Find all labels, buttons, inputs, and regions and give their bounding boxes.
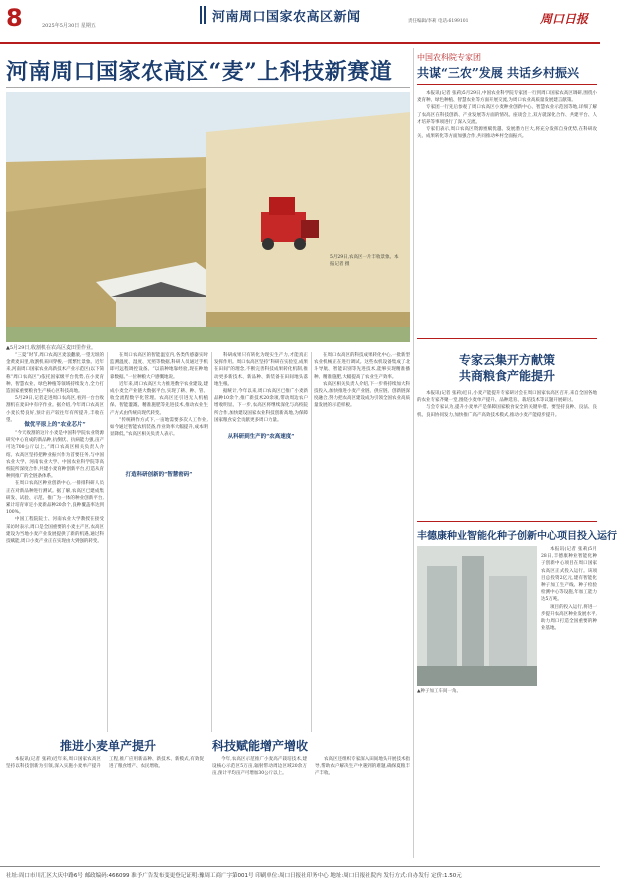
right-divider [417, 338, 597, 339]
paragraph: 近年来,周口农高区大力推进数字农业建设,建成小麦全产业链大数据平台,实现了耕、种、管、收全流程数字化管理。农高区还引进无人机植保、智能灌溉、精准施肥等先进技术,推动农业生产方式由传统向现代转变。 [110, 381, 208, 416]
seed-center-photo [417, 546, 537, 686]
paragraph: 今年,农高区示范推广小麦高产栽培技术,建设核心示范区5万亩,辐射带动周边区域20余万亩,预计平均亩产可增加30公斤以上。 [212, 757, 307, 777]
main-photo [6, 92, 410, 342]
right-article-3 [541, 546, 597, 856]
column-divider [311, 352, 312, 732]
subhead-speed: 从科研到生产的“农高速度” [227, 434, 295, 440]
lead-paragraph: 5月29日,记者走进周口农高区,看到一台台收割机在麦田中有序作业。据介绍,今年周口农高区小麦长势良好,预计亩产较往年有所提升,丰收在望。 [6, 396, 104, 423]
bottom-headline-left: 推进小麦单产提升 [60, 739, 157, 753]
right-divider [417, 521, 597, 522]
paragraph: 农高区还组织专家深入田间地头开展技术指导,帮助农户解决生产中遇到的难题,确保夏粮丰产丰收。 [315, 757, 410, 777]
article-column-3 [214, 352, 308, 732]
right-headline-2-line2: 共商粮食产能提升 [458, 369, 555, 383]
lead-paragraph: “三夏”时节,周口农高区麦浪翻滚,一望无垠的金黄麦田里,收割机来回穿梭,一派繁忙景象。近年来,河南周口国家农业高新技术产业示范区(以下简称“周口农高区”)依托国家级平台优势,在小麦育种、智慧农业、绿色种植等领域持续发力,全力打造国家重要粮食生产核心区科技高地。 [6, 353, 104, 395]
subhead-smart: 打造科研创新的“智慧密码” [125, 472, 193, 478]
article-column-4 [314, 352, 410, 732]
page-headline: 河南周口国家农高区“麦”上科技新赛道 [6, 59, 393, 85]
paragraph: 本报讯(记者 张莉)近年来,周口国家农高区坚持以科技创新为引领,深入实施小麦单产提升工程,推广应用新品种、新技术、新模式,有效促进了粮食增产、农民增收。 [6, 757, 204, 770]
page-footer: 社址:周口市川汇区大庆中路6号 邮政编码:466099 准予广告发布变更登记证明:豫周工商广字第001号 印刷单位:周口日报社印务中心 地址:周口日报社院内 发行方式:自办发行 定价:1.50元 [0, 866, 600, 883]
section-title: 河南周口国家农高区新闻 [212, 10, 361, 25]
paragraph: 专家团一行先后参观了周口农高区小麦种业创新中心、智慧农业示范园等地,详细了解了农高区在科技创新、产业发展等方面的情况。座谈会上,双方就深化合作、共建平台、人才培养等事项进行了深入交流。 [417, 105, 597, 125]
right-column-divider [413, 48, 414, 858]
bottom-headline-mid: 科技赋能增产增收 [212, 739, 309, 753]
masthead-ornament [200, 6, 206, 24]
paragraph: 在周口农高区的科技成果转化中心,一批新型农业机械正在进行调试。这些农机设备集成了北斗导航、智能识别等先进技术,能够实现精准播种、精准施肥,大幅提高了农业生产效率。 [314, 353, 410, 380]
right-headline-2 [417, 352, 597, 384]
inset-caption: 5月29日,农高区一片丰收景象。本报记者 摄 [330, 255, 399, 267]
paragraph: 专家们表示,周口农高区资源禀赋优越、发展潜力巨大,将充分发挥自身优势,在科研攻关、成果转化等方面加强合作,共同推动乡村全面振兴。 [417, 127, 597, 140]
right-article-2 [417, 390, 597, 518]
paragraph: 与会专家认为,提升小麦单产是保障国家粮食安全的关键举措。要坚持良种、良法、良机、良田协同发力,加快推广高产高效技术模式,推动小麦产能稳步提升。 [417, 405, 597, 418]
lead-text [6, 352, 104, 423]
right-divider [417, 84, 597, 85]
right-headline-2-line1: 专家云集开方献策 [458, 353, 555, 367]
headline-divider [6, 87, 410, 88]
paragraph: 在周口农高区的智能温室内,各类传感器实时监测温度、湿度、光照等数据,科研人员通过手机即可远程调控设备。“以前种地靠经验,现在种地靠数据。”一位种粮大户感慨地说。 [110, 353, 208, 380]
paragraph: “传统耕作方式下,一亩地需要多次人工作业,如今通过智能农机装备,作业效率大幅提升,成本明显降低。”农高区相关负责人表示。 [110, 417, 208, 438]
paragraph: 据统计,今年以来,周口农高区已推广小麦新品种10余个,推广新技术20余项,带动周边农户增收明显。下一步,农高区将继续深化与高校院所合作,加快建设国家农业科技创新高地,为保障国家粮食安全贡献更多周口力量。 [214, 389, 308, 423]
paragraph: 项目的投入运行,将进一步提升农高区种业发展水平,助力周口打造全国重要的种业基地。 [541, 604, 597, 632]
paper-logo: 周口日报 [540, 12, 589, 26]
column-divider [107, 352, 108, 732]
paragraph: “今天收割的这片小麦是中国科学院农业资源研究中心育成的新品种,抗倒伏、抗病能力强,亩产可达700公斤以上。”周口农高区相关负责人介绍。农高区坚持把种业振兴作为首要任务,与中国农业大学、河南农业大学、中国农业科学院等高校院所深度合作,共建小麦育种创新平台,打造从育种到推广的全链条体系。 [6, 431, 104, 480]
right-article-1 [417, 90, 597, 322]
article-column-2 [110, 352, 208, 732]
subhead-seed: 做优平原上的“农业芯片” [24, 422, 86, 428]
photo-caption: ▲5月29日,收割机在农高区麦田里作业。 [6, 345, 96, 351]
paragraph: 在周口农高区种业创新中心,一排排科研人员正在对新品种进行测试。据了解,农高区已建成集研发、试验、示范、推广为一体的种业创新平台,累计培育审定小麦新品种20余个,良种覆盖率达到100%。 [6, 481, 104, 516]
page-number: 8 [6, 4, 23, 32]
paragraph: 农高区相关负责人介绍,下一步将持续加大科技投入,加快推进小麦产业链、供应链、创新链深度融合,努力把农高区建设成为引领全国农业高质量发展的示范样板。 [314, 381, 410, 409]
paragraph: 中国工程院院士、河南农业大学教授在接受采访时表示,周口是全国重要的小麦主产区,农高区建设为当地小麦产业发展提供了新的机遇,通过科技赋能,周口小麦产业正在实现由大到强的转变。 [6, 517, 104, 545]
right-headline-1: 共谋“三农”发展 共话乡村振兴 [417, 66, 579, 80]
paragraph: 科研成果只有转化为现实生产力,才能真正发挥作用。周口农高区坚持“科研在实验室,成果在田间”的理念,不断完善科技成果转化机制,推动更多新技术、新品种、新装备在田间地头落地生根。 [214, 353, 308, 387]
right-section-label: 中国农科院专家团 [417, 53, 481, 62]
date-line: 2025年5月30日 星期五 [42, 23, 96, 29]
seed-center-photo-caption: ▲种子加工车间一角。 [417, 689, 461, 694]
column-divider [211, 352, 212, 732]
paragraph: 本报讯(记者 张莉)5月29日,中国农业科学院专家团一行到周口国家农高区调研,围绕小麦育种、绿色种植、智慧农业等方面开展交流,为周口农业高质量发展建言献策。 [417, 91, 597, 104]
bottom-article [6, 756, 410, 862]
paragraph: 本报讯(记者 张莉)5月28日,丰德康种业智能化种子创新中心项目在周口国家农高区正式投入运行。该项目总投资2亿元,建有智能化种子加工生产线、种子检验检测中心等设施,年加工能力达5万吨。 [541, 547, 597, 603]
editor-line: 责任编辑/李莉 电话:6199101 [408, 19, 469, 24]
right-headline-3: 丰德康种业智能化种子创新中心项目投入运行 [417, 531, 617, 542]
article-column-1 [6, 430, 104, 730]
masthead [0, 0, 600, 44]
paragraph: 本报讯(记者 张莉)近日,小麦产能提升专家研讨会在周口国家农高区召开,来自全国各地的农业专家齐聚一堂,围绕小麦单产提升、品种选育、栽培技术等议题开展研讨。 [417, 391, 597, 404]
